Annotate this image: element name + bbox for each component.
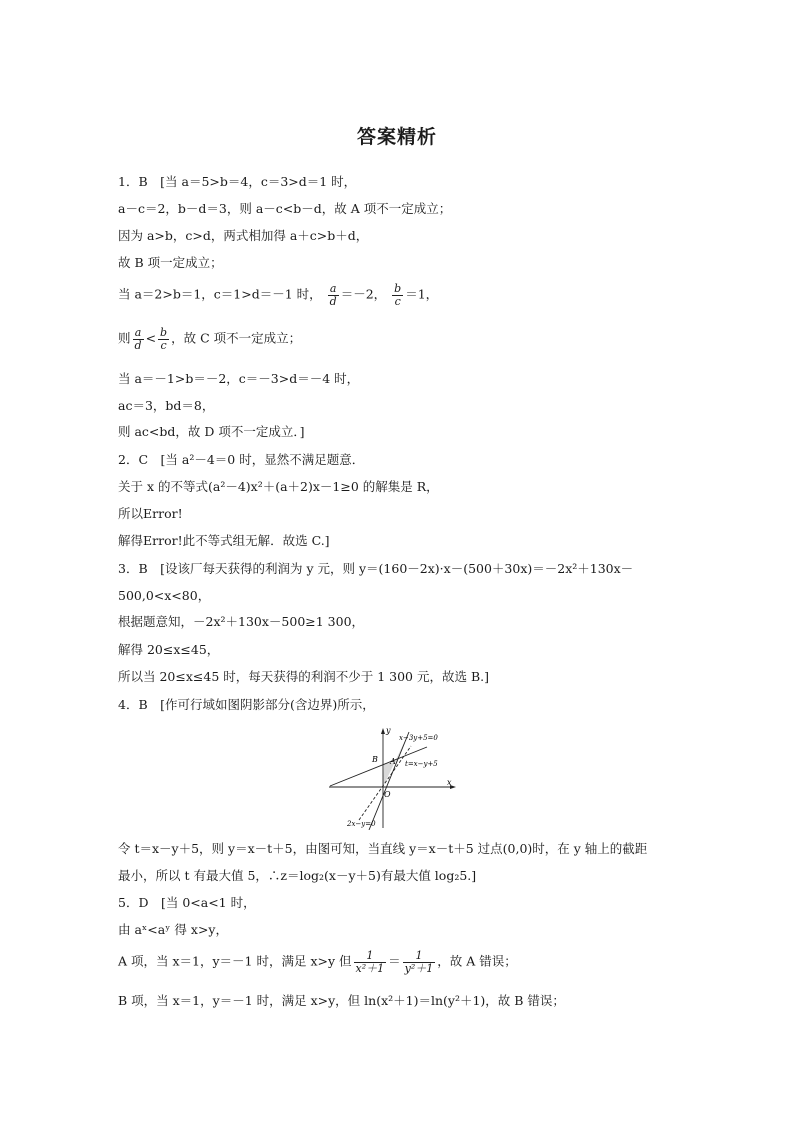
line-text: < bbox=[145, 330, 157, 346]
fraction-1-over-x2 bbox=[354, 950, 387, 974]
line-t-dashed bbox=[359, 746, 411, 820]
fraction-a-over-d bbox=[133, 327, 144, 351]
answer-1-line-6 bbox=[118, 327, 301, 351]
answer-1-line-8: ac＝3，bd＝8， bbox=[118, 398, 215, 413]
answer-3-line-1: 3．B [设该厂每天获得的利润为 y 元，则 y＝(160－2x)·x－(500＋30x)＝－2x²＋130x－ bbox=[118, 561, 634, 576]
y-axis-arrow-icon bbox=[381, 728, 385, 734]
line-2x-y bbox=[369, 732, 409, 830]
fraction-numerator: a bbox=[328, 283, 339, 296]
line-text: ＝1， bbox=[405, 286, 439, 302]
answer-4-line-2: 令 t＝x－y＋5，则 y＝x－t＋5，由图可知，当直线 y＝x－t＋5 过点(0,0)时，在 y 轴上的截距 bbox=[118, 841, 648, 856]
line-text: ，故 C 项不一定成立； bbox=[171, 330, 302, 346]
answer-5-line-3 bbox=[118, 950, 517, 974]
page-title: 答案精析 bbox=[356, 126, 437, 148]
line-text: ＝－2， bbox=[340, 286, 387, 302]
answer-1-line-5 bbox=[118, 283, 438, 307]
line-text: 当 a＝2>b＝1，c＝1>d＝－1 时， bbox=[118, 286, 322, 302]
answer-2-line-2: 关于 x 的不等式(a²－4)x²＋(a＋2)x－1≥0 的解集是 R， bbox=[118, 479, 439, 494]
fraction-b-over-c bbox=[392, 283, 403, 307]
answer-3-line-5: 所以当 20≤x≤45 时，每天获得的利润不少于 1 300 元，故选 B.] bbox=[118, 669, 489, 684]
feasible-region-figure bbox=[325, 724, 465, 830]
fraction-numerator: 1 bbox=[403, 950, 436, 963]
answer-1-line-1: 1．B [当 a＝5>b＝4，c＝3>d＝1 时， bbox=[118, 174, 357, 189]
answer-1-line-3: 因为 a>b，c>d，两式相加得 a＋c>b＋d， bbox=[118, 228, 369, 243]
line-text: ＝ bbox=[388, 953, 401, 969]
line-t-label: t=x−y+5 bbox=[405, 760, 438, 768]
fraction-numerator: 1 bbox=[354, 950, 387, 963]
line-text: A 项，当 x＝1，y＝－1 时，满足 x>y 但 bbox=[118, 953, 352, 969]
answer-1-line-9: 则 ac<bd，故 D 项不一定成立．] bbox=[118, 424, 305, 439]
answer-1-line-7: 当 a＝－1>b＝－2，c＝－3>d＝－4 时， bbox=[118, 371, 360, 386]
answer-3-line-3: 根据题意知，－2x²＋130x－500≥1 300， bbox=[118, 614, 365, 629]
x-axis-label: x bbox=[447, 778, 452, 787]
answer-2-line-3: 所以Error! bbox=[118, 506, 183, 521]
answer-4-line-3: 最小，所以 t 有最大值 5，∴z＝log₂(x－y＋5)有最大值 log₂5.] bbox=[118, 868, 477, 883]
fraction-denominator: d bbox=[134, 338, 142, 352]
fraction-b-over-c bbox=[158, 327, 169, 351]
answer-3-line-2: 500,0<x<80， bbox=[118, 588, 211, 603]
fraction-denominator: c bbox=[160, 338, 167, 352]
fraction-numerator: b bbox=[394, 282, 402, 295]
y-axis-label: y bbox=[386, 726, 391, 735]
answer-1-line-4: 故 B 项一定成立； bbox=[118, 255, 223, 270]
answer-1-line-2: a－c＝2，b－d＝3，则 a－c<b－d，故 A 项不一定成立； bbox=[118, 201, 452, 216]
fraction-denominator: y²＋1 bbox=[404, 961, 434, 975]
answer-4-line-1: 4．B [作可行域如图阴影部分(含边界)所示， bbox=[118, 697, 375, 712]
fraction-denominator: x²＋1 bbox=[355, 961, 385, 975]
answer-3-line-4: 解得 20≤x≤45， bbox=[118, 642, 220, 657]
answer-5-line-1: 5．D [当 0<a<1 时， bbox=[118, 895, 256, 910]
fraction-denominator: c bbox=[394, 294, 401, 308]
answer-2-line-4: 解得Error!此不等式组无解．故选 C.] bbox=[118, 533, 330, 548]
line-2x-y-label: 2x−y=0 bbox=[347, 820, 376, 828]
fraction-denominator: d bbox=[329, 294, 337, 308]
fraction-numerator: a bbox=[133, 327, 144, 340]
answer-5-line-2: 由 aˣ<aʸ 得 x>y， bbox=[118, 922, 228, 937]
origin-label: O bbox=[384, 790, 391, 799]
answer-5-line-4: B 项，当 x＝1，y＝－1 时，满足 x>y，但 ln(x²＋1)＝ln(y²＋1)，故 B 错误； bbox=[118, 993, 565, 1008]
fraction-a-over-d bbox=[328, 283, 339, 307]
line-x-3y-5-label: x−3y+5=0 bbox=[399, 734, 438, 742]
answer-2-line-1: 2．C [当 a²－4＝0 时，显然不满足题意． bbox=[118, 452, 365, 467]
fraction-1-over-y2 bbox=[403, 950, 436, 974]
line-text: ，故 A 错误； bbox=[437, 953, 517, 969]
point-b-label: B bbox=[372, 755, 378, 764]
point-a-label: A bbox=[390, 757, 396, 766]
fraction-numerator: b bbox=[160, 326, 168, 339]
line-text: 则 bbox=[118, 330, 131, 346]
